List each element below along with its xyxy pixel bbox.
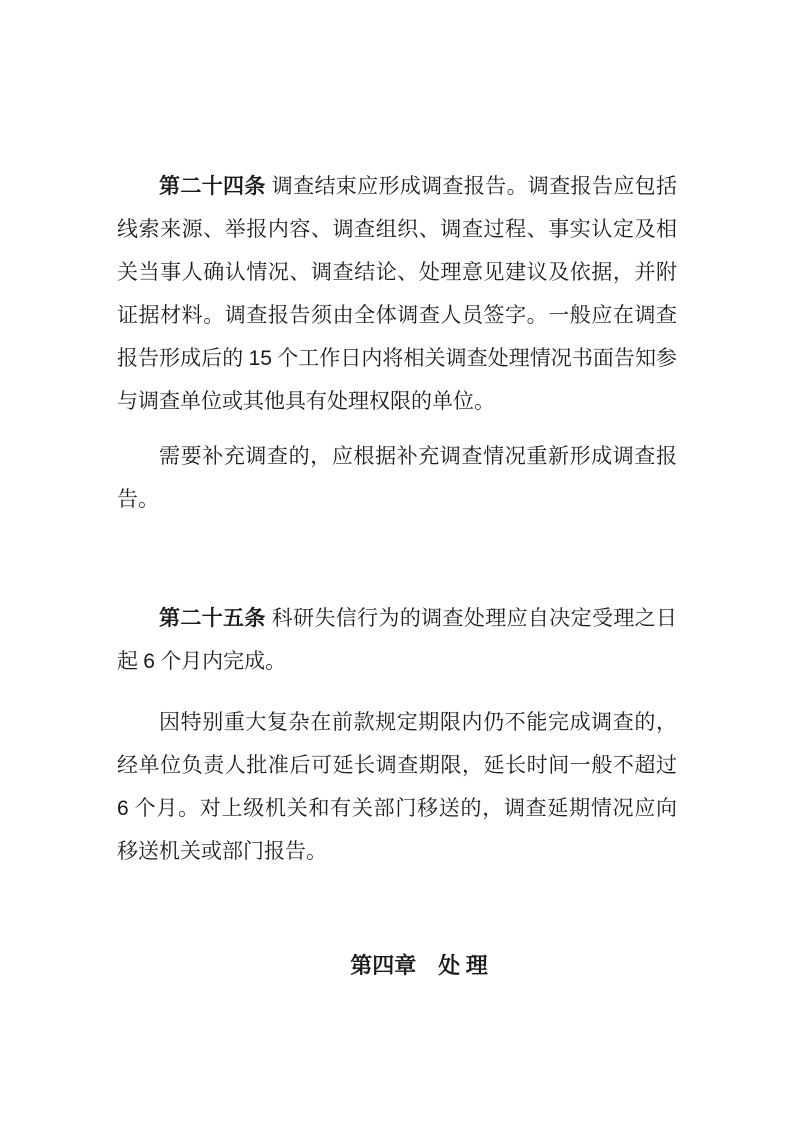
extension-text-2: 个月。对上级机关和有关部门移送的，调查延期情况应向移送机关或部门报告。 [117,796,677,863]
article-25-number: 第二十五条 [159,606,266,630]
article-24-number: 第二十四条 [159,174,266,198]
article-24-text-1: 调查结束应形成调查报告。调查报告应包括线索来源、举报内容、调查组织、调查过程、事实认定及相关当事人确认情况、调查结论、处理意见建议及依据，并附证据材料。调查报告须由全体调查人员签字。一般应在调查报告形成后的 [117,174,678,370]
paragraph-supplementary-investigation [117,435,677,521]
article-25-months: 6 [143,650,155,673]
article-25-text-1: 科研失信行为的调查处理应自决定受理之日起 [117,606,678,673]
document-content [117,165,677,987]
paragraph-article-25 [117,597,677,683]
article-25-text-2: 个月内完成。 [154,649,287,673]
chapter-heading: 第四章 处 理 [350,953,488,978]
paragraph-article-24 [117,165,677,423]
article-24-working-days: 15 [248,347,272,370]
extension-months: 6 [117,797,129,820]
paragraph-extension [117,701,677,873]
supplementary-investigation-text: 需要补充调查的，应根据补充调查情况重新形成调查报告。 [117,444,677,511]
extension-text-1: 因特别重大复杂在前款规定期限内仍不能完成调查的，经单位负责人批准后可延长调查期限，延长时间一般不超过 [117,710,677,777]
article-24-text-2: 个工作日内将相关调查处理情况书面告知参与调查单位或其他具有处理权限的单位。 [117,346,678,413]
